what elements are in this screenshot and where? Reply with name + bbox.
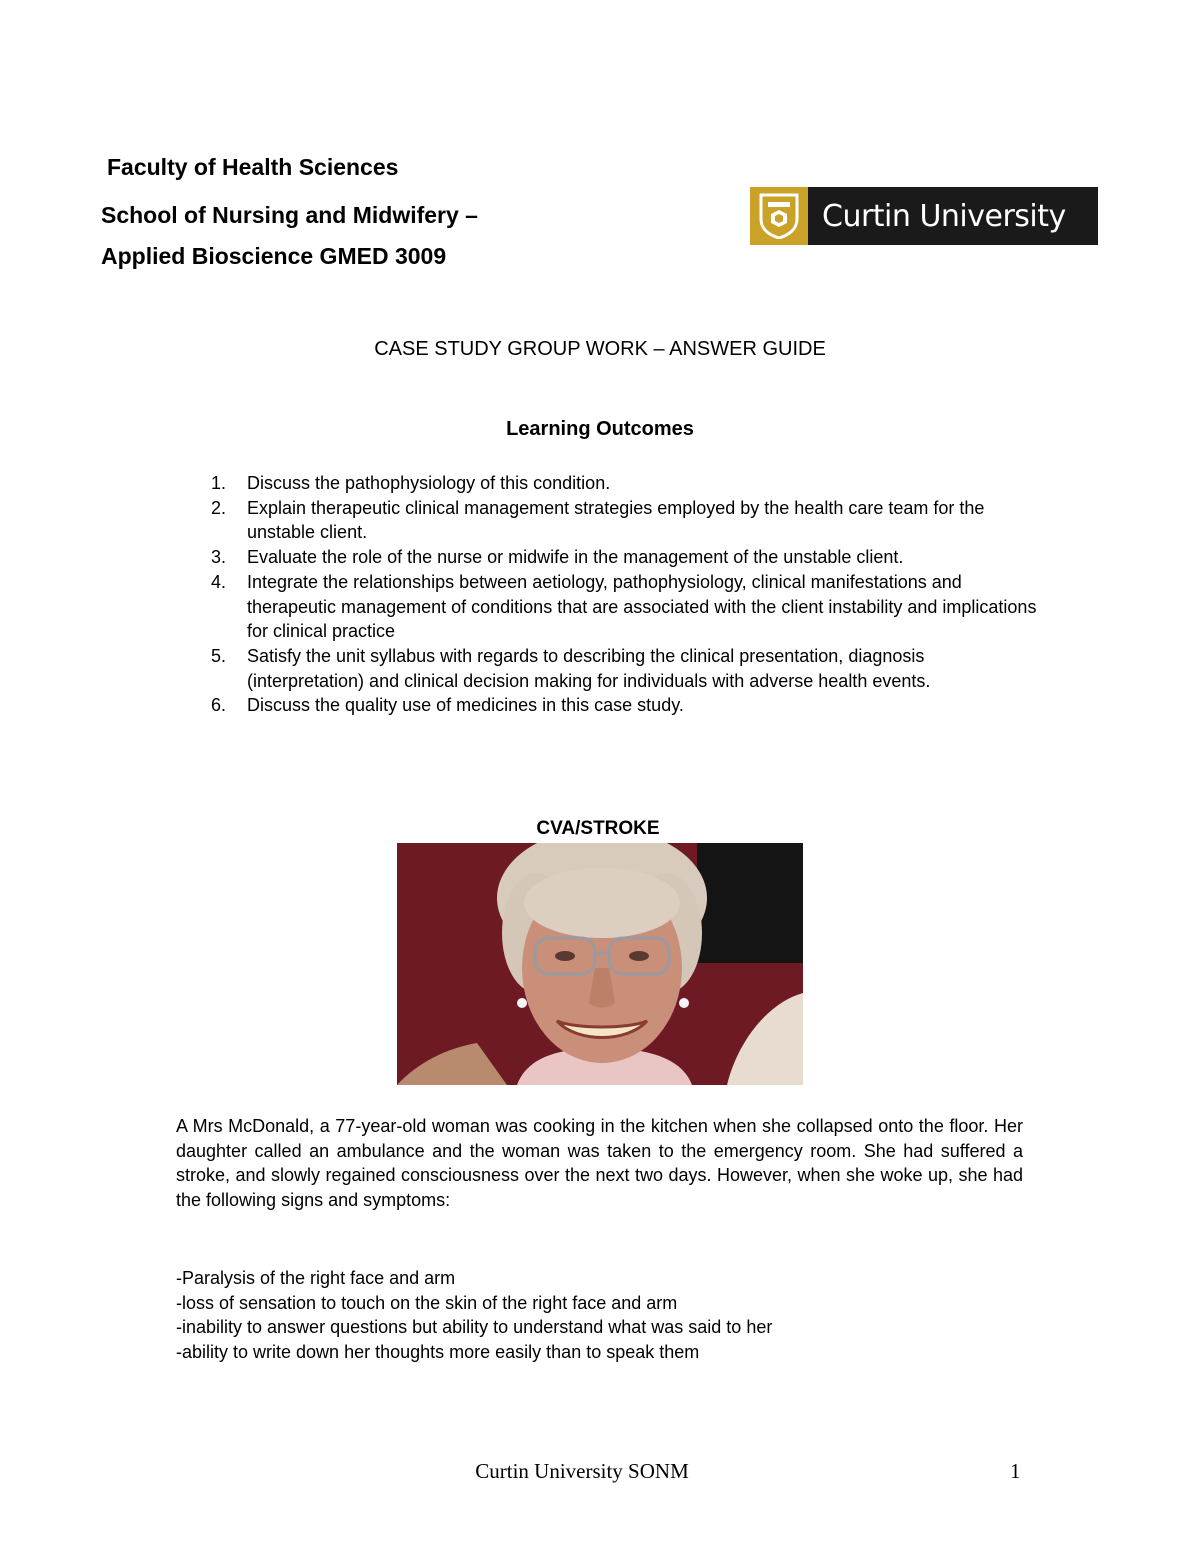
item-number: 1. <box>211 473 227 493</box>
document-title: CASE STUDY GROUP WORK – ANSWER GUIDE <box>374 338 826 360</box>
course-name: Applied Bioscience GMED 3009 <box>101 243 447 269</box>
page-number: 1 <box>1010 1459 1021 1483</box>
item-text: Satisfy the unit syllabus with regards to describing the clinical presentation, diagnosis (interpretation) and clinical decision making for individuals with adverse health events. <box>247 645 931 691</box>
shield-icon <box>750 187 808 245</box>
learning-outcomes-list <box>211 471 1041 718</box>
list-item <box>211 570 1041 644</box>
symptom-item: -inability to answer questions but ability to understand what was said to her <box>176 1317 773 1338</box>
item-text: Discuss the quality use of medicines in this case study. <box>247 695 684 716</box>
list-item <box>211 693 1041 718</box>
symptom-item: -ability to write down her thoughts more easily than to speak them <box>176 1342 700 1363</box>
item-text: Integrate the relationships between aetiology, pathophysiology, clinical manifestations and therapeutic management of conditions that are associated with the client instability and implications for clinical practice <box>247 571 1037 642</box>
learning-outcomes-heading: Learning Outcomes <box>506 418 694 440</box>
item-text: Explain therapeutic clinical management strategies employed by the health care team for the unstable client. <box>247 497 985 543</box>
item-number: 2. <box>211 497 227 518</box>
item-text: Discuss the pathophysiology of this condition. <box>247 473 611 493</box>
curtin-university-logo <box>750 187 1098 245</box>
logo-text: Curtin University <box>822 198 1066 234</box>
list-item <box>211 545 1041 570</box>
list-item <box>211 496 1041 545</box>
symptom-item: -Paralysis of the right face and arm <box>176 1268 456 1288</box>
faculty-name: Faculty of Health Sciences <box>107 154 399 180</box>
patient-photo <box>397 843 803 1085</box>
list-item <box>211 471 1041 496</box>
symptom-item: -loss of sensation to touch on the skin of the right face and arm <box>176 1292 678 1313</box>
item-text: Evaluate the role of the nurse or midwife in the management of the unstable client. <box>247 547 904 568</box>
case-description: A Mrs McDonald, a 77-year-old woman was cooking in the kitchen when she collapsed onto the floor. Her daughter called an ambulance and the woman was taken to the emergency room. She had suffered a stroke, and slowly regained consciousness over the next two days. However, when she woke up, she had the following signs and symptoms: <box>176 1116 1023 1211</box>
footer-text: Curtin University SONM <box>475 1459 689 1483</box>
list-item <box>211 644 1041 693</box>
item-number: 4. <box>211 571 227 592</box>
symptoms-list <box>176 1266 1036 1365</box>
item-number: 3. <box>211 547 227 568</box>
item-number: 5. <box>211 645 227 666</box>
case-title: CVA/STROKE <box>536 818 660 839</box>
school-name: School of Nursing and Midwifery – <box>101 202 478 228</box>
item-number: 6. <box>211 695 227 716</box>
